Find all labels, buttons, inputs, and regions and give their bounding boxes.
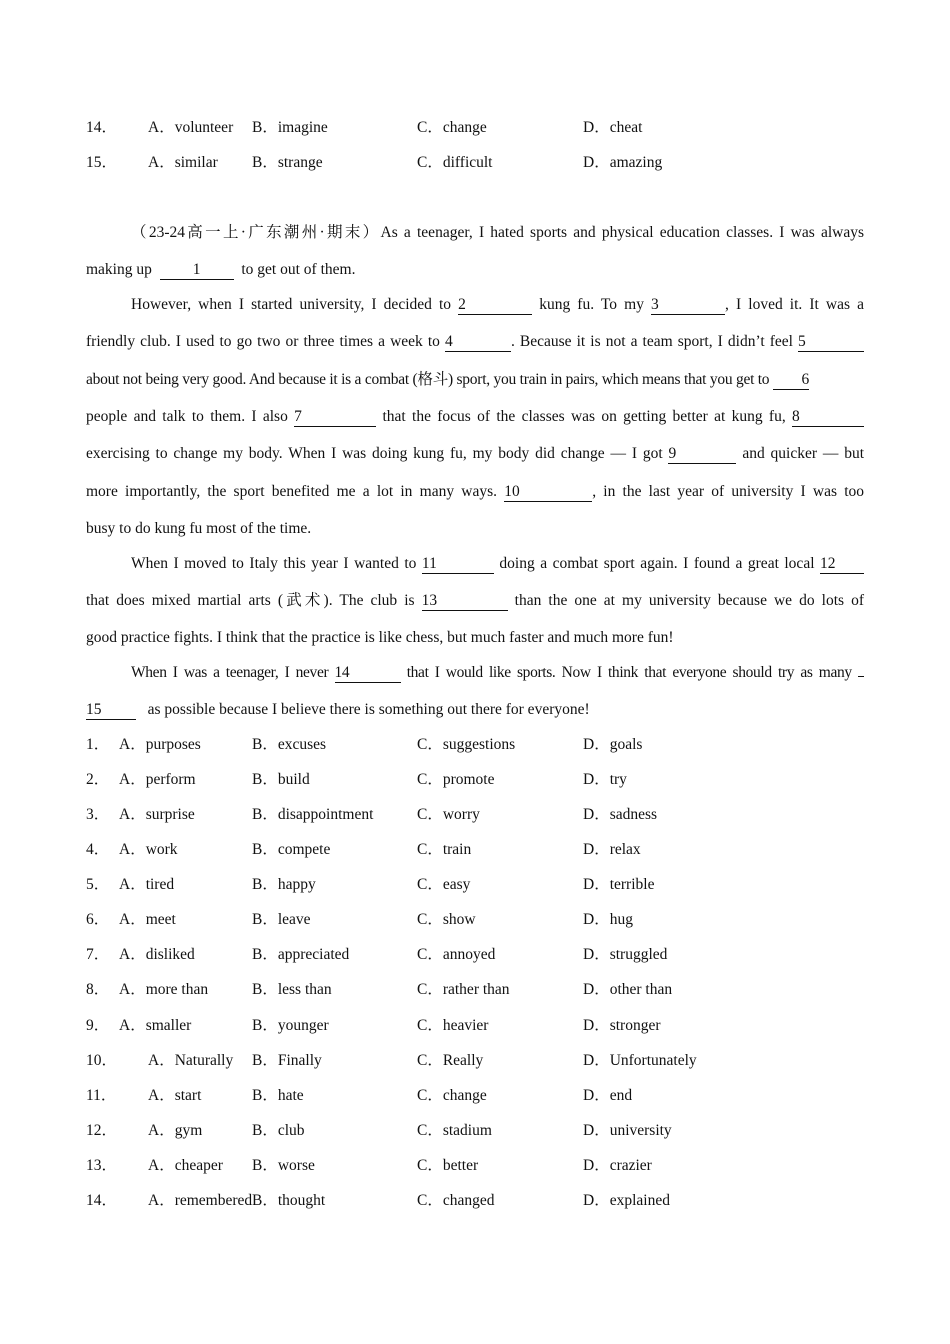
option-d[interactable]: D．end bbox=[583, 1087, 633, 1104]
passage-line bbox=[86, 442, 864, 466]
option-b[interactable]: B．less than bbox=[252, 981, 332, 998]
blank-6[interactable]: 6 bbox=[773, 371, 809, 390]
option-a[interactable]: A．cheaper bbox=[148, 1157, 223, 1174]
blank-8[interactable]: 8 bbox=[792, 408, 864, 427]
option-c[interactable]: C．stadium bbox=[417, 1122, 492, 1139]
passage-text: good practice fights. I think that the practice is like chess, but much faster and much more fun! bbox=[86, 629, 674, 646]
question-number: 14． bbox=[86, 119, 118, 136]
option-d[interactable]: D．university bbox=[583, 1122, 672, 1139]
passage-line bbox=[86, 221, 864, 245]
option-d: D．amazing bbox=[583, 154, 663, 171]
question-number: 1． bbox=[86, 736, 110, 753]
passage-text: kung fu. To my bbox=[539, 296, 644, 313]
option-c[interactable]: C．promote bbox=[417, 771, 495, 788]
option-a[interactable]: A．tired bbox=[119, 876, 175, 893]
option-c: C．change bbox=[417, 119, 487, 136]
passage-line bbox=[86, 258, 864, 282]
option-d[interactable]: D．Unfortunately bbox=[583, 1052, 697, 1069]
option-a[interactable]: A．work bbox=[119, 841, 178, 858]
option-b[interactable]: B．compete bbox=[252, 841, 331, 858]
option-b[interactable]: B．excuses bbox=[252, 736, 327, 753]
option-d[interactable]: D．other than bbox=[583, 981, 673, 998]
blank-4[interactable]: 4 bbox=[445, 333, 511, 352]
question-number: 15． bbox=[86, 154, 118, 171]
question-number: 6． bbox=[86, 911, 110, 928]
option-d[interactable]: D．struggled bbox=[583, 946, 668, 963]
option-b[interactable]: B．disappointment bbox=[252, 806, 374, 823]
option-a[interactable]: A．perform bbox=[119, 771, 196, 788]
option-a[interactable]: A．disliked bbox=[119, 946, 195, 963]
passage-text: , I loved it. It was a bbox=[725, 296, 865, 313]
option-a[interactable]: A．remembered bbox=[148, 1192, 253, 1209]
option-a: A．similar bbox=[148, 154, 218, 171]
option-b[interactable]: B．worse bbox=[252, 1157, 315, 1174]
option-d[interactable]: D．try bbox=[583, 771, 627, 788]
option-d[interactable]: D．stronger bbox=[583, 1017, 661, 1034]
option-b[interactable]: B．happy bbox=[252, 876, 316, 893]
passage-text: that I would like sports. Now I think that everyone should try as many bbox=[406, 664, 852, 681]
option-a: A．volunteer bbox=[148, 119, 234, 136]
question-number: 13． bbox=[86, 1157, 118, 1174]
blank-15[interactable]: 15 bbox=[86, 701, 136, 720]
question-number: 5． bbox=[86, 876, 110, 893]
passage-text: than the one at my university because we do lots of bbox=[514, 592, 865, 609]
option-c[interactable]: C．annoyed bbox=[417, 946, 496, 963]
option-c[interactable]: C．change bbox=[417, 1087, 487, 1104]
option-d[interactable]: D．goals bbox=[583, 736, 643, 753]
passage-line bbox=[86, 589, 864, 613]
passage-text: . Because it is not a team sport, I didn’t feel bbox=[510, 333, 793, 350]
option-b[interactable]: B．hate bbox=[252, 1087, 304, 1104]
option-d[interactable]: D．hug bbox=[583, 911, 633, 928]
option-b[interactable]: B．younger bbox=[252, 1017, 329, 1034]
blank-5[interactable]: 5 bbox=[798, 333, 864, 352]
passage-line bbox=[86, 698, 864, 722]
option-b[interactable]: B．club bbox=[252, 1122, 305, 1139]
option-c[interactable]: C．show bbox=[417, 911, 476, 928]
question-number: 7． bbox=[86, 946, 110, 963]
option-a[interactable]: A．more than bbox=[119, 981, 209, 998]
passage-text: When I was a teenager, I never bbox=[131, 664, 329, 681]
option-c[interactable]: C．worry bbox=[417, 806, 480, 823]
passage-text: exercising to change my body. When I was doing kung fu, my body did change — I got bbox=[86, 445, 663, 462]
passage-text: As a teenager, I hated sports and physical education classes. I was always bbox=[380, 224, 864, 241]
passage-text: people and talk to them. I also bbox=[86, 408, 288, 425]
option-a[interactable]: A．meet bbox=[119, 911, 176, 928]
option-c: C．difficult bbox=[417, 154, 493, 171]
option-d: D．cheat bbox=[583, 119, 643, 136]
passage-text: making up bbox=[86, 261, 152, 278]
passage-text: as possible because I believe there is something out there for everyone! bbox=[147, 701, 590, 718]
passage-text: about not being very good. And because it is a combat (格斗) sport, you train in pairs, which means that you get to bbox=[86, 371, 770, 388]
passage-text: doing a combat sport again. I found a great local bbox=[499, 555, 815, 572]
question-number: 12． bbox=[86, 1122, 118, 1139]
blank-13[interactable]: 13 bbox=[422, 592, 508, 611]
option-c[interactable]: C．Really bbox=[417, 1052, 484, 1069]
option-c[interactable]: C．changed bbox=[417, 1192, 495, 1209]
option-a[interactable]: A．start bbox=[148, 1087, 202, 1104]
question-number: 10． bbox=[86, 1052, 118, 1069]
question-number: 9． bbox=[86, 1017, 110, 1034]
option-b[interactable]: B．thought bbox=[252, 1192, 326, 1209]
option-d[interactable]: D．sadness bbox=[583, 806, 658, 823]
question-number: 8． bbox=[86, 981, 110, 998]
option-b[interactable]: B．Finally bbox=[252, 1052, 322, 1069]
option-b: B．strange bbox=[252, 154, 323, 171]
passage-text: When I moved to Italy this year I wanted to bbox=[131, 555, 417, 572]
blank-15-start[interactable] bbox=[858, 676, 864, 677]
passage-text: , in the last year of university I was too bbox=[592, 483, 865, 500]
blank-12[interactable]: 12 bbox=[820, 555, 864, 574]
question-number: 3． bbox=[86, 806, 110, 823]
option-b: B．imagine bbox=[252, 119, 328, 136]
question-number: 4． bbox=[86, 841, 110, 858]
passage-line bbox=[86, 661, 864, 685]
blank-1[interactable]: 1 bbox=[160, 261, 234, 280]
passage-text: However, when I started university, I decided to bbox=[131, 296, 452, 313]
passage-source: （23-24高一上·广东潮州·期末） bbox=[131, 224, 381, 241]
question-number: 14． bbox=[86, 1192, 118, 1209]
option-d[interactable]: D．crazier bbox=[583, 1157, 652, 1174]
option-d[interactable]: D．explained bbox=[583, 1192, 670, 1209]
blank-11[interactable]: 11 bbox=[422, 555, 494, 574]
option-a[interactable]: A．smaller bbox=[119, 1017, 192, 1034]
passage-line bbox=[86, 405, 864, 429]
passage-line bbox=[86, 552, 864, 576]
option-c[interactable]: C．better bbox=[417, 1157, 479, 1174]
blank-14[interactable]: 14 bbox=[335, 664, 401, 683]
blank-7[interactable]: 7 bbox=[294, 408, 376, 427]
option-c[interactable]: C．rather than bbox=[417, 981, 510, 998]
blank-9[interactable]: 9 bbox=[668, 445, 736, 464]
passage-line bbox=[86, 626, 864, 650]
option-c[interactable]: C．suggestions bbox=[417, 736, 516, 753]
option-b[interactable]: B．leave bbox=[252, 911, 311, 928]
passage-text: that does mixed martial arts (武术). The club is bbox=[86, 592, 415, 609]
passage-text: friendly club. I used to go two or three times a week to bbox=[86, 333, 440, 350]
option-c[interactable]: C．easy bbox=[417, 876, 471, 893]
blank-2[interactable]: 2 bbox=[458, 296, 532, 315]
passage-text: and quicker — but bbox=[742, 445, 865, 462]
option-d[interactable]: D．terrible bbox=[583, 876, 655, 893]
blank-3[interactable]: 3 bbox=[651, 296, 725, 315]
passage-text: that the focus of the classes was on getting better at kung fu, bbox=[382, 408, 786, 425]
passage-line bbox=[86, 330, 864, 354]
passage-text: busy to do kung fu most of the time. bbox=[86, 520, 312, 537]
passage-line bbox=[86, 517, 864, 541]
option-c[interactable]: C．train bbox=[417, 841, 472, 858]
passage-line bbox=[86, 480, 864, 504]
passage-text: more importantly, the sport benefited me a lot in many ways. bbox=[86, 483, 497, 500]
option-c[interactable]: C．heavier bbox=[417, 1017, 489, 1034]
passage-line bbox=[86, 368, 864, 392]
question-number: 11． bbox=[86, 1087, 117, 1104]
option-d[interactable]: D．relax bbox=[583, 841, 641, 858]
passage-line bbox=[86, 293, 864, 317]
option-a[interactable]: A．Naturally bbox=[148, 1052, 234, 1069]
option-a[interactable]: A．purposes bbox=[119, 736, 201, 753]
question-number: 2． bbox=[86, 771, 110, 788]
option-a[interactable]: A．surprise bbox=[119, 806, 195, 823]
blank-10[interactable]: 10 bbox=[504, 483, 592, 502]
option-b[interactable]: B．build bbox=[252, 771, 310, 788]
option-a[interactable]: A．gym bbox=[148, 1122, 203, 1139]
option-b[interactable]: B．appreciated bbox=[252, 946, 350, 963]
passage-text: to get out of them. bbox=[241, 261, 356, 278]
